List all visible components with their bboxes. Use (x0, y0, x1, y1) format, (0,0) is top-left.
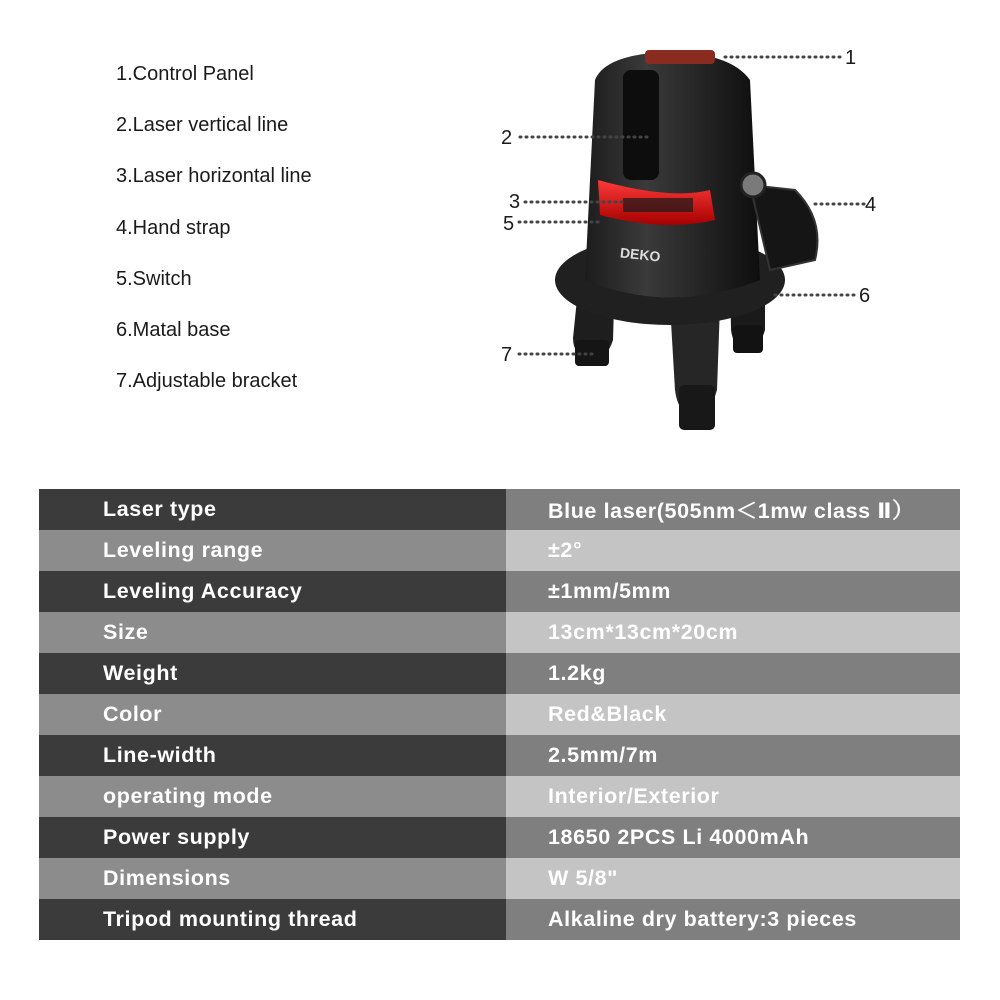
callout-3: 3 (509, 191, 521, 213)
spec-value: 1.2kg (506, 653, 960, 694)
table-row (39, 571, 960, 612)
table-row (39, 776, 960, 817)
table-row (39, 858, 960, 899)
spec-value: Blue laser(505nm＜1mw class Ⅱ） (506, 489, 960, 530)
spec-label: Leveling Accuracy (39, 571, 506, 612)
parts-list (116, 60, 312, 418)
part-item: 2.Laser vertical line (116, 114, 289, 137)
table-row (39, 653, 960, 694)
laser-body (585, 52, 760, 298)
callout-1: 1 (845, 47, 857, 69)
spec-table (39, 489, 960, 940)
spec-label: Size (39, 612, 506, 653)
table-row (39, 735, 960, 776)
table-row (39, 694, 960, 735)
spec-label: Weight (39, 653, 506, 694)
product-image (495, 40, 885, 440)
table-row (39, 899, 960, 940)
spec-value: 2.5mm/7m (506, 735, 960, 776)
table-row (39, 612, 960, 653)
spec-label: Leveling range (39, 530, 506, 571)
spec-value: W 5/8" (506, 858, 960, 899)
part-item: 1.Control Panel (116, 63, 254, 85)
spec-value: 13cm*13cm*20cm (506, 612, 960, 653)
spec-value: Interior/Exterior (506, 776, 960, 817)
part-item: 4.Hand strap (116, 216, 231, 239)
part-item: 3.Laser horizontal line (116, 165, 312, 188)
callout-7: 7 (501, 344, 513, 366)
callout-5: 5 (503, 213, 515, 235)
spec-label: Tripod mounting thread (39, 899, 506, 940)
brand-logo: DEKO (619, 244, 662, 265)
spec-value: ±2° (506, 530, 960, 571)
part-item: 6.Matal base (116, 318, 231, 341)
part-item: 7.Adjustable bracket (116, 370, 298, 393)
table-row (39, 530, 960, 571)
control-panel (645, 50, 715, 64)
spec-label: Power supply (39, 817, 506, 858)
spec-label: Dimensions (39, 858, 506, 899)
spec-value: ±1mm/5mm (506, 571, 960, 612)
callout-4: 4 (865, 194, 877, 216)
part-item: 5.Switch (116, 267, 192, 290)
spec-value: Alkaline dry battery:3 pieces (506, 899, 960, 940)
callout-6: 6 (859, 285, 871, 307)
vertical-window (623, 70, 659, 180)
table-row (39, 817, 960, 858)
table-row (39, 489, 960, 530)
spec-label: operating mode (39, 776, 506, 817)
callout-2: 2 (501, 127, 513, 149)
spec-value: 18650 2PCS Li 4000mAh (506, 817, 960, 858)
spec-label: Laser type (39, 489, 506, 530)
spec-value: Red&Black (506, 694, 960, 735)
spec-label: Color (39, 694, 506, 735)
spec-label: Line-width (39, 735, 506, 776)
